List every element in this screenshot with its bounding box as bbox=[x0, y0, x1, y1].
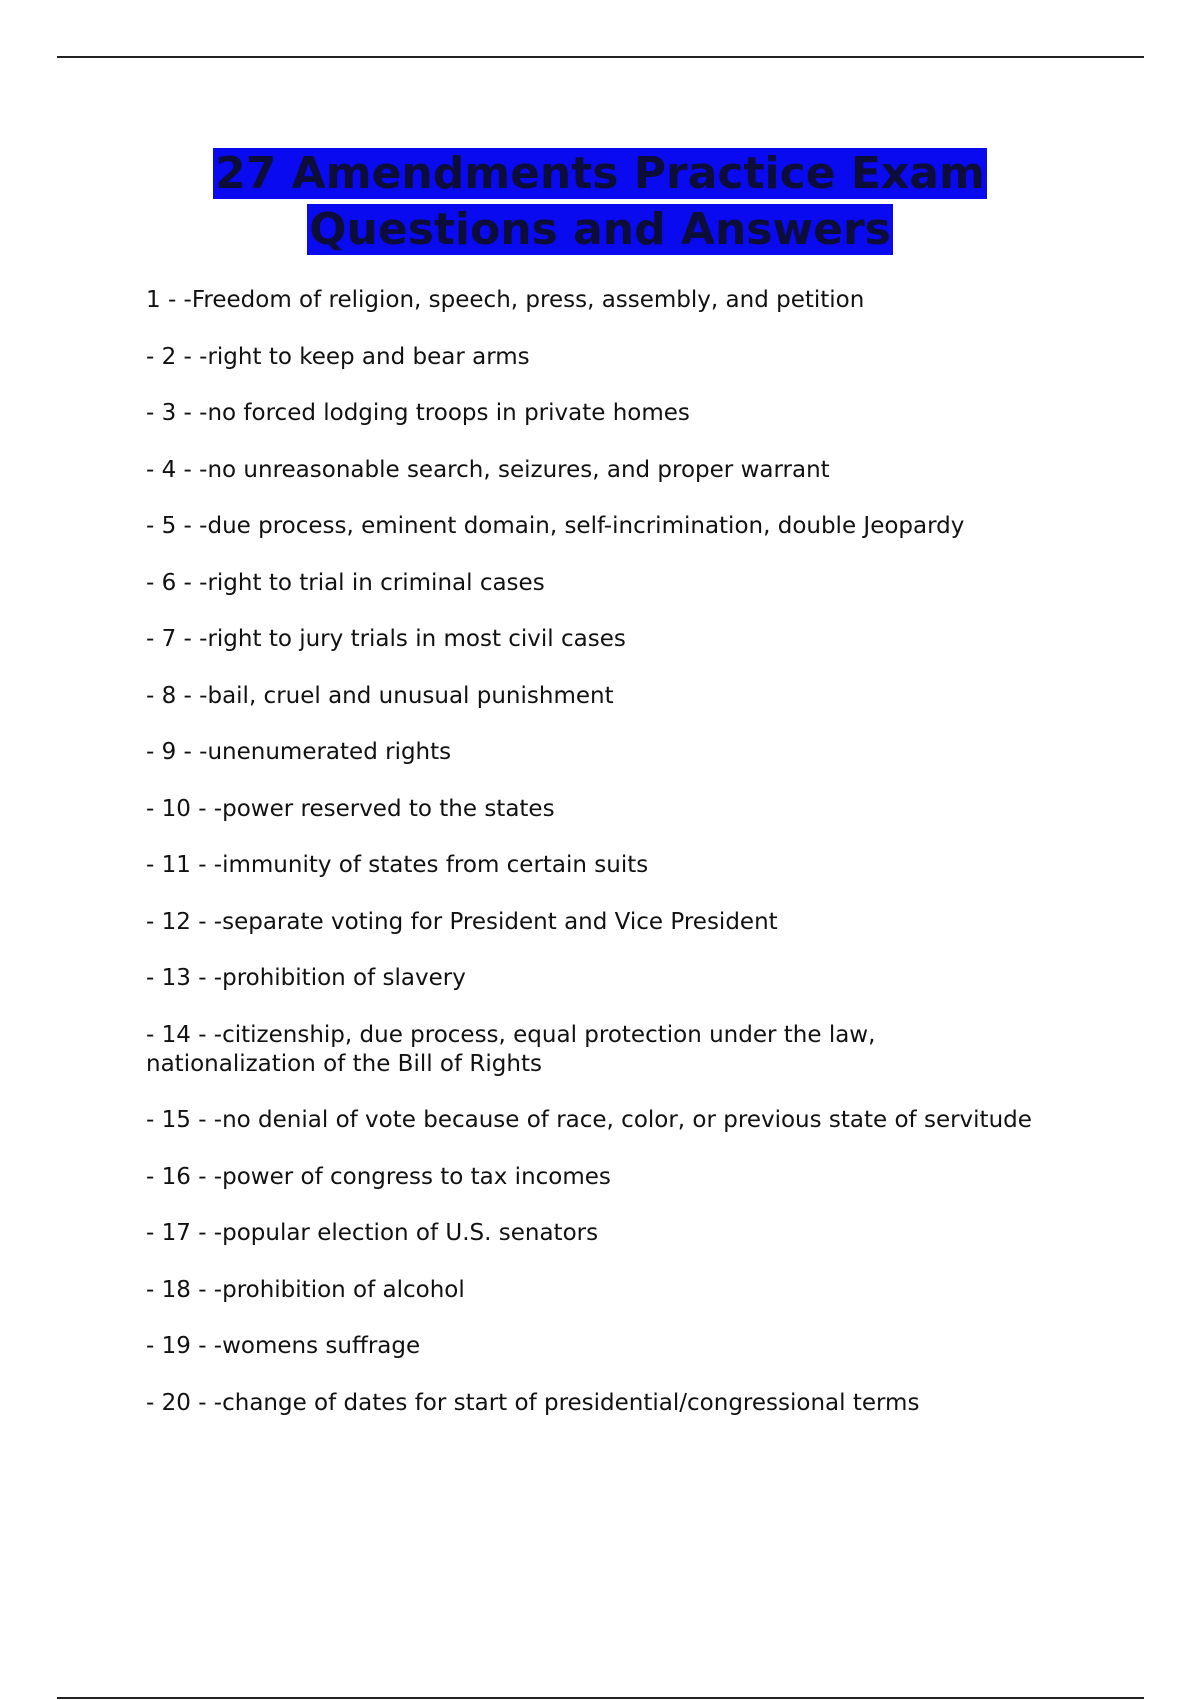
list-item: - 3 - -no forced lodging troops in private homes bbox=[146, 400, 690, 426]
list-item: - 2 - -right to keep and bear arms bbox=[146, 343, 530, 370]
amendment-list bbox=[146, 286, 1046, 1445]
list-item: - 9 - -unenumerated rights bbox=[146, 739, 452, 765]
list-item: - 16 - -power of congress to tax incomes bbox=[146, 1163, 611, 1190]
list-item: - 4 - -no unreasonable search, seizures, and proper warrant bbox=[146, 456, 830, 483]
list-item: - 13 - -prohibition of slavery bbox=[146, 965, 466, 991]
document-title: 27 Amendments Practice Exam Questions and Answers bbox=[215, 148, 985, 255]
list-item: - 15 - -no denial of vote because of race, color, or previous state of servitude bbox=[146, 1107, 1032, 1133]
list-item: - 8 - -bail, cruel and unusual punishment bbox=[146, 682, 614, 709]
top-rule bbox=[57, 56, 1144, 58]
list-item: - 6 - -right to trial in criminal cases bbox=[146, 569, 545, 596]
list-item: - 5 - -due process, eminent domain, self-incrimination, double Jeopardy bbox=[146, 513, 965, 539]
list-item: - 14 - -citizenship, due process, equal protection under the law, nationalization of the Bill of Rights bbox=[146, 1021, 876, 1077]
list-item: - 11 - -immunity of states from certain suits bbox=[146, 852, 649, 878]
bottom-rule bbox=[57, 1697, 1144, 1699]
list-item: - 18 - -prohibition of alcohol bbox=[146, 1276, 465, 1303]
list-item: - 10 - -power reserved to the states bbox=[146, 795, 555, 822]
list-item: - 19 - -womens suffrage bbox=[146, 1333, 421, 1359]
list-item: - 17 - -popular election of U.S. senators bbox=[146, 1220, 599, 1246]
list-item: - 7 - -right to jury trials in most civil cases bbox=[146, 626, 626, 652]
list-item: - 20 - -change of dates for start of presidential/congressional terms bbox=[146, 1389, 920, 1416]
list-item: 1 - -Freedom of religion, speech, press, assembly, and petition bbox=[146, 287, 865, 313]
list-item: - 12 - -separate voting for President and Vice President bbox=[146, 908, 778, 935]
title-block bbox=[0, 146, 1200, 258]
